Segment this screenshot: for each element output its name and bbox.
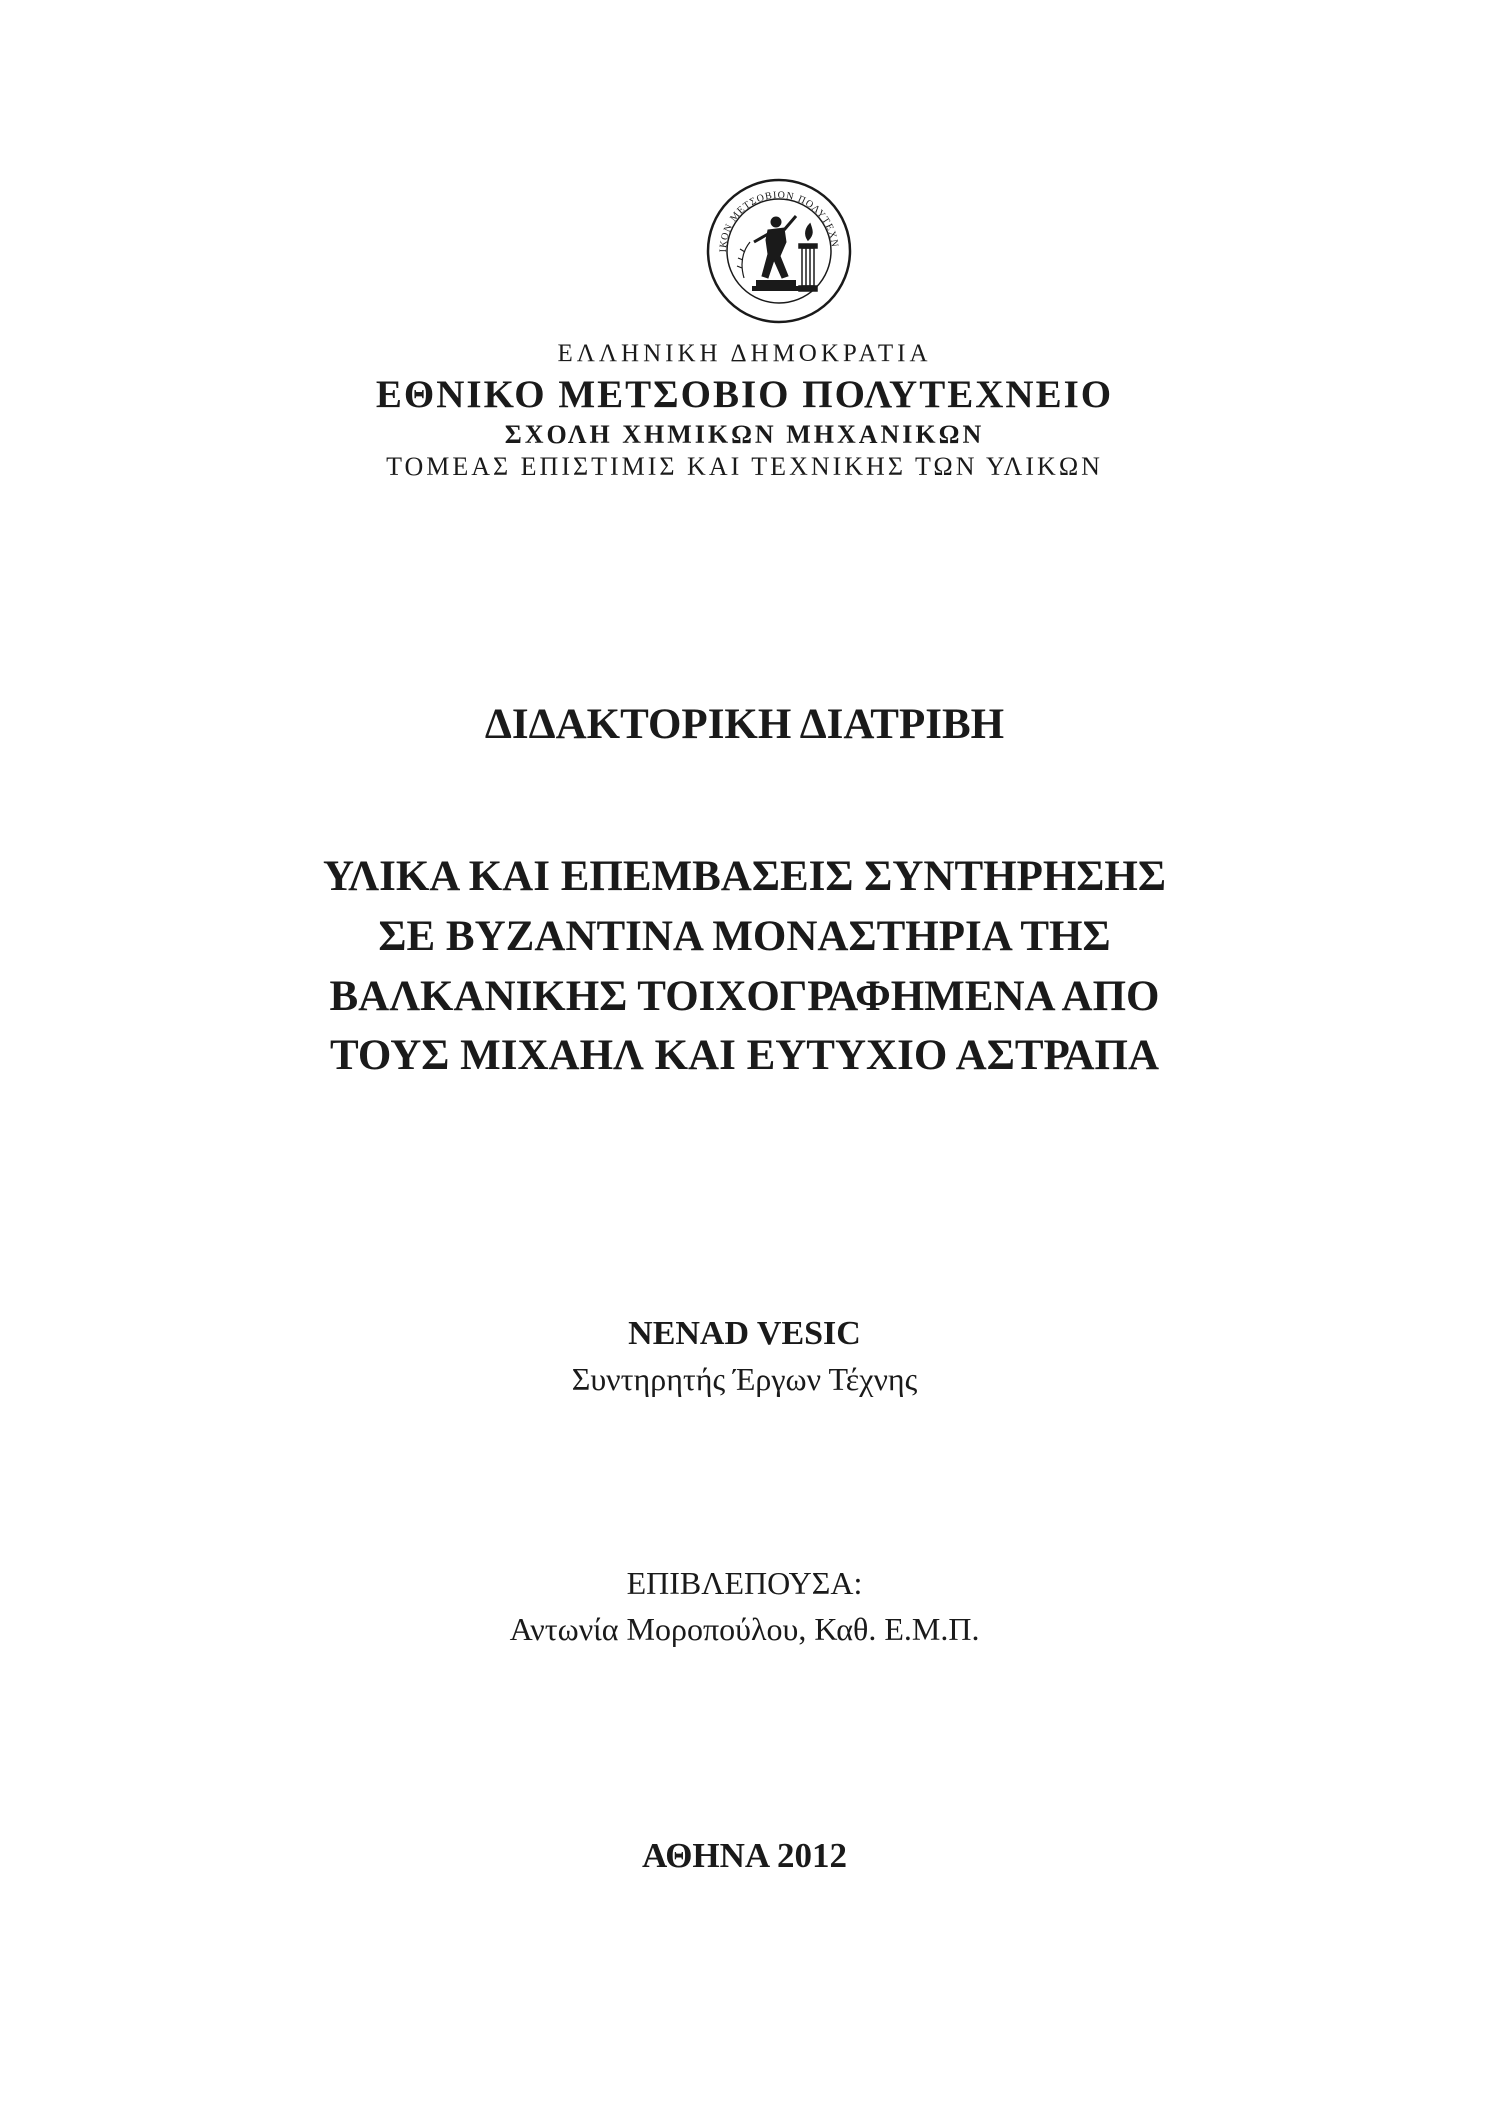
thesis-title-line: ΥΛΙΚΑ ΚΑΙ ΕΠΕΜΒΑΣΕΙΣ ΣΥΝΤΗΡΗΣΗΣ — [323, 853, 1166, 900]
author-role: Συντηρητής Έργων Τέχνης — [571, 1361, 918, 1397]
thesis-title-line: ΤΟΥΣ ΜΙΧΑΗΛ ΚΑΙ ΕΥΤΥΧΙΟ ΑΣΤΡΑΠΑ — [329, 1032, 1159, 1079]
seal-text: ΙΚΟΝ ΜΕΤΣΟΒΙΟΝ ΠΟΛΥΤΕΧΝ — [717, 189, 841, 253]
thesis-title-line: ΣΕ ΒΥΖΑΝΤΙΝΑ ΜΟΝΑΣΤΗΡΙΑ ΤΗΣ — [378, 913, 1111, 960]
supervisor-name: Αντωνία Μοροπούλου, Καθ. Ε.Μ.Π. — [509, 1611, 980, 1647]
sector-name: ΤΟΜΕΑΣ ΕΠΙΣΤΙΜΙΣ ΚΑΙ ΤΕΧΝΙΚΗΣ ΤΩΝ ΥΛΙΚΩΝ — [386, 452, 1103, 481]
author-name: NENAD VESIC — [628, 1315, 861, 1352]
school-name: ΣΧΟΛΗ ΧΗΜΙΚΩΝ ΜΗΧΑΝΙΚΩΝ — [504, 420, 985, 449]
supervisor-label: ΕΠΙΒΛΕΠΟΥΣΑ: — [626, 1565, 863, 1601]
thesis-title-line: ΒΑΛΚΑΝΙΚΗΣ ΤΟΙΧΟΓΡΑΦΗΜΕΝΑ ΑΠΟ — [329, 973, 1160, 1020]
republic-heading: ΕΛΛΗΝΙΚΗ ΔΗΜΟΚΡΑΤΙΑ — [557, 340, 932, 367]
city-year: ΑΘΗΝΑ 2012 — [641, 1836, 848, 1875]
document-type: ΔΙΔΑΚΤΟΡΙΚΗ ΔΙΑΤΡΙΒΗ — [484, 701, 1005, 748]
university-name: ΕΘΝΙΚΟ ΜΕΤΣΟΒΙΟ ΠΟΛΥΤΕΧΝΕΙΟ — [375, 373, 1114, 416]
university-seal-icon — [706, 178, 852, 324]
